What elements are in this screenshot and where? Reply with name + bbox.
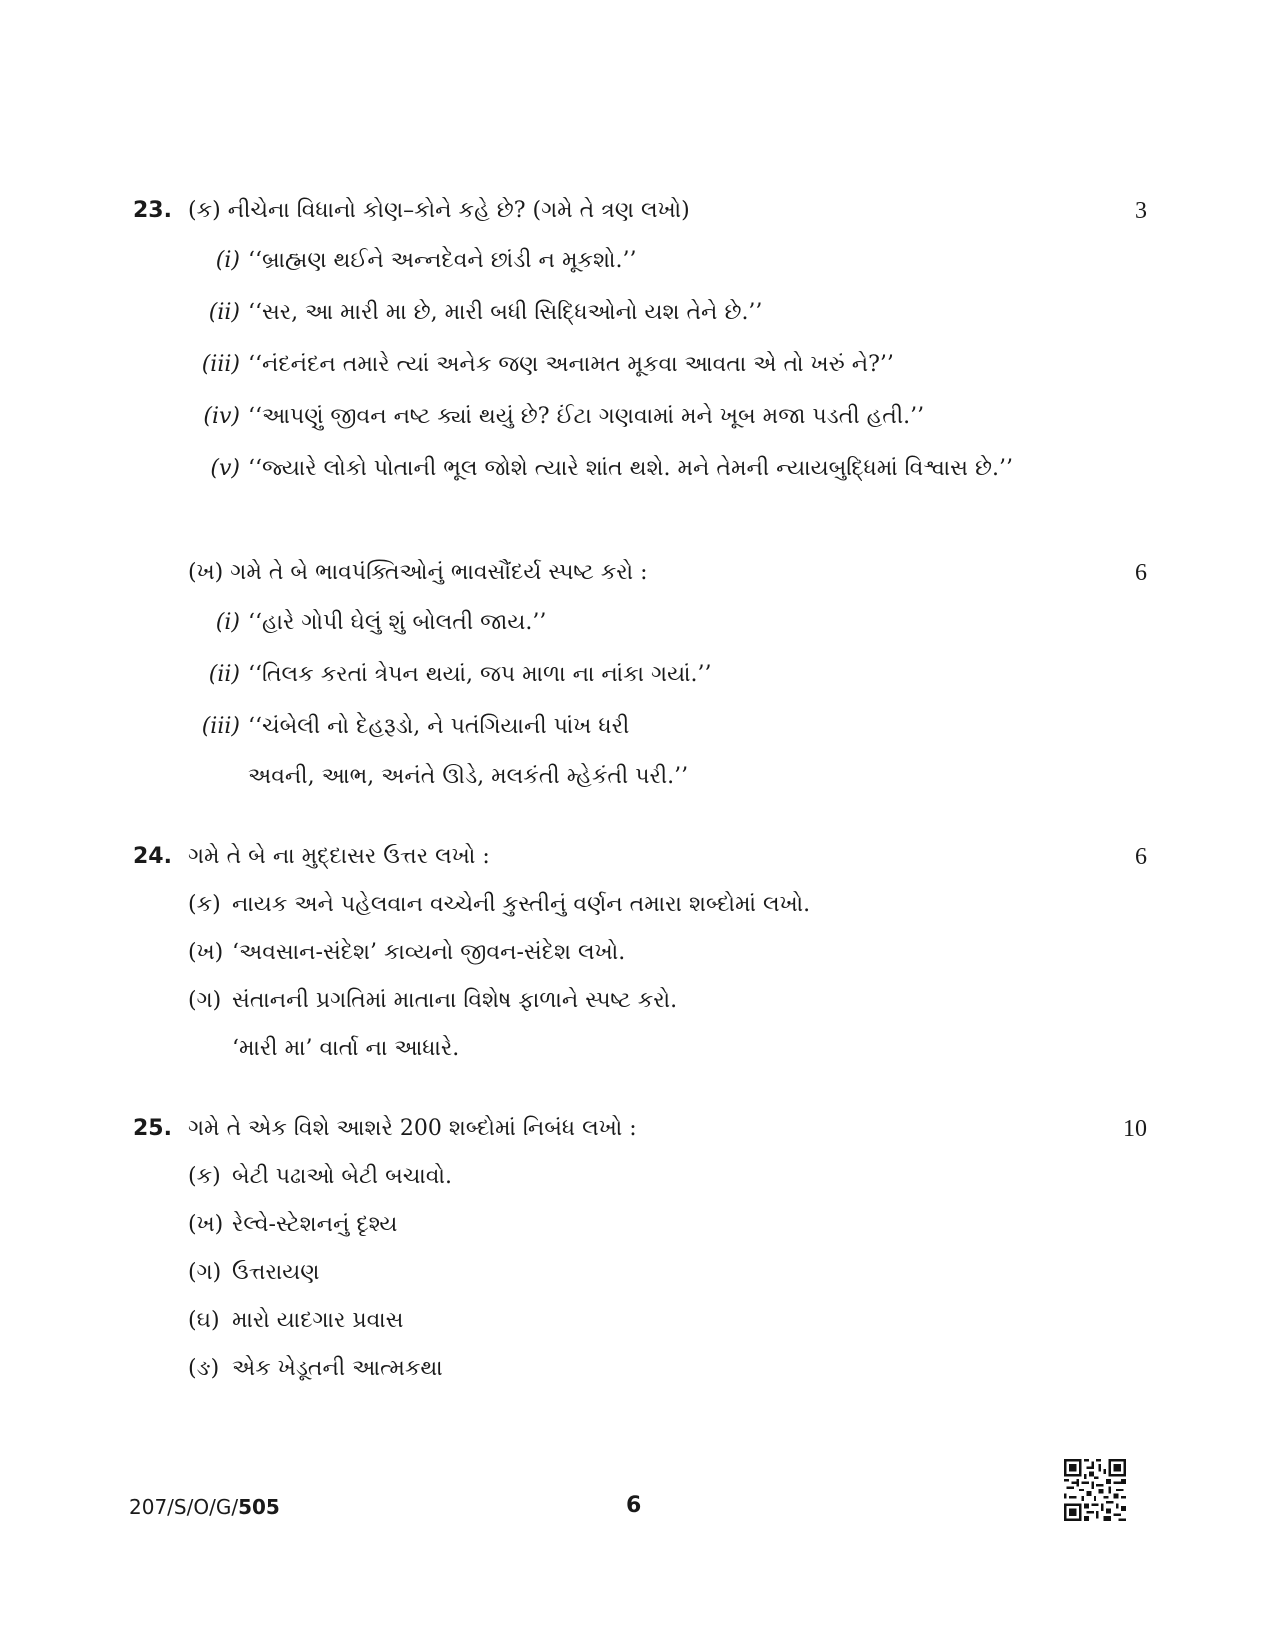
q25-item bbox=[188, 1306, 404, 1336]
question-23a-text: નીચેના વિધાનો કોણ–કોને કહે છે? (ગમે તે ત્રણ લખો) bbox=[227, 198, 690, 223]
q23b-item-text: ‘‘હારે ગોપી ઘેલું શું બોલતી જાય.’’ bbox=[248, 610, 547, 635]
q25-item-text: બેટી પઢાઓ બેટી બચાવો. bbox=[232, 1164, 452, 1189]
question-25-number: 25. bbox=[133, 1116, 172, 1141]
q23a-item-text: ‘‘આપણું જીવન નષ્ટ ક્યાં થયું છે? ઈંટા ગણવામાં મને ખૂબ મજા પડતી હતી.’’ bbox=[248, 404, 925, 429]
q25-item-text: રેલ્વે-સ્ટેશનનું દૃશ્ય bbox=[232, 1212, 398, 1237]
q25-item-text: મારો યાદગાર પ્રવાસ bbox=[232, 1308, 404, 1333]
q24-item bbox=[188, 890, 810, 920]
q24-item bbox=[188, 938, 625, 968]
q23a-item bbox=[196, 402, 924, 432]
paper-code-number: 505 bbox=[238, 1495, 280, 1519]
question-23a-label: (ક) bbox=[188, 198, 221, 223]
q23b-item bbox=[196, 660, 712, 690]
q25-item bbox=[188, 1354, 443, 1384]
q23b-item bbox=[196, 608, 546, 638]
q24-item-label: (ખ) bbox=[188, 940, 224, 965]
q25-item-label: (ઙ) bbox=[188, 1356, 220, 1381]
question-23b-marks: 6 bbox=[1135, 560, 1147, 586]
question-24-marks: 6 bbox=[1135, 844, 1147, 870]
q23a-item bbox=[196, 454, 1013, 484]
q25-item bbox=[188, 1210, 397, 1240]
q23a-item-num: (v) bbox=[210, 456, 240, 481]
qr-code-icon bbox=[1064, 1459, 1126, 1521]
q23a-item-text: ‘‘નંદનંદન તમારે ત્યાં અનેક જણ અનામત મૂકવા આવતા એ તો ખરું ને?’’ bbox=[248, 352, 894, 377]
q25-item bbox=[188, 1258, 319, 1288]
paper-code-prefix: 207/S/O/G/ bbox=[129, 1495, 239, 1519]
q24-item-continuation: ‘મારી મા’ વાર્તા ના આધારે. bbox=[232, 1036, 460, 1061]
q23a-item-num: (iii) bbox=[201, 352, 240, 377]
q25-item-text: ઉત્તરાયણ bbox=[232, 1260, 320, 1285]
question-23b bbox=[188, 558, 648, 588]
q23b-item-num: (iii) bbox=[201, 714, 240, 739]
q23a-item-text: ‘‘જ્યારે લોકો પોતાની ભૂલ જોશે ત્યારે શાંત થશે. મને તેમની ન્યાયબુદ્ધિમાં વિશ્વાસ છે.’’ bbox=[248, 456, 1013, 481]
q23b-item-num: (ii) bbox=[208, 662, 240, 687]
q23a-item-num: (iv) bbox=[203, 404, 240, 429]
question-23-number: 23. bbox=[133, 198, 172, 223]
q23a-item-text: ‘‘બ્રાહ્મણ થઈને અન્નદેવને છાંડી ન મૂકશો.’’ bbox=[248, 248, 637, 273]
q25-item-label: (ખ) bbox=[188, 1212, 224, 1237]
q23a-item bbox=[196, 350, 894, 380]
q23b-item-continuation: અવની, આભ, અનંતે ઊડે, મલકંતી મ્હેકંતી પરી.’’ bbox=[248, 764, 689, 789]
q25-item-text: એક ખેડૂતની આત્મકથા bbox=[232, 1356, 443, 1381]
q23a-item bbox=[196, 298, 762, 328]
question-23a bbox=[188, 196, 690, 226]
q24-item-text: નાયક અને પહેલવાન વચ્ચેની કુસ્તીનું વર્ણન તમારા શબ્દોમાં લખો. bbox=[232, 892, 811, 917]
q23a-item-num: (i) bbox=[215, 248, 240, 273]
q23b-item-text: ‘‘ચંબેલી નો દેહરૂડો, ને પતંગિયાની પાંખ ધરી bbox=[248, 714, 630, 739]
q23b-item bbox=[196, 712, 629, 742]
q23b-item-text: ‘‘તિલક કરતાં ત્રેપન થયાં, જપ માળા ના નાંકા ગયાં.’’ bbox=[248, 662, 712, 687]
q24-item-label: (ગ) bbox=[188, 988, 222, 1013]
question-25-marks: 10 bbox=[1123, 1116, 1147, 1142]
q25-item-label: (ક) bbox=[188, 1164, 221, 1189]
question-23b-text: ગમે તે બે ભાવપંક્તિઓનું ભાવસૌંદર્ય સ્પષ્ટ કરો : bbox=[230, 560, 648, 585]
q25-item-label: (ઘ) bbox=[188, 1308, 220, 1333]
q24-item-text: સંતાનની પ્રગતિમાં માતાના વિશેષ ફાળાને સ્પષ્ટ કરો. bbox=[232, 988, 678, 1013]
q25-item bbox=[188, 1162, 452, 1192]
q25-item-label: (ગ) bbox=[188, 1260, 222, 1285]
q24-item-text: ‘અવસાન-સંદેશ’ કાવ્યનો જીવન-સંદેશ લખો. bbox=[232, 940, 626, 965]
question-23a-marks: 3 bbox=[1135, 198, 1147, 224]
question-24-text: ગમે તે બે ના મુદ્દાસર ઉત્તર લખો : bbox=[188, 844, 490, 869]
question-24-number: 24. bbox=[133, 844, 172, 869]
paper-code bbox=[129, 1495, 280, 1519]
page-number: 6 bbox=[626, 1493, 642, 1518]
q23a-item-num: (ii) bbox=[208, 300, 240, 325]
q23a-item bbox=[196, 246, 636, 276]
q23a-item-text: ‘‘સર, આ મારી મા છે, મારી બધી સિદ્ધિઓનો યશ તેને છે.’’ bbox=[248, 300, 763, 325]
q24-item-label: (ક) bbox=[188, 892, 221, 917]
q23b-item-num: (i) bbox=[215, 610, 240, 635]
q24-item bbox=[188, 986, 677, 1016]
question-25-text: ગમે તે એક વિશે આશરે 200 શબ્દોમાં નિબંધ લખો : bbox=[188, 1116, 637, 1141]
question-23b-label: (ખ) bbox=[188, 560, 224, 585]
